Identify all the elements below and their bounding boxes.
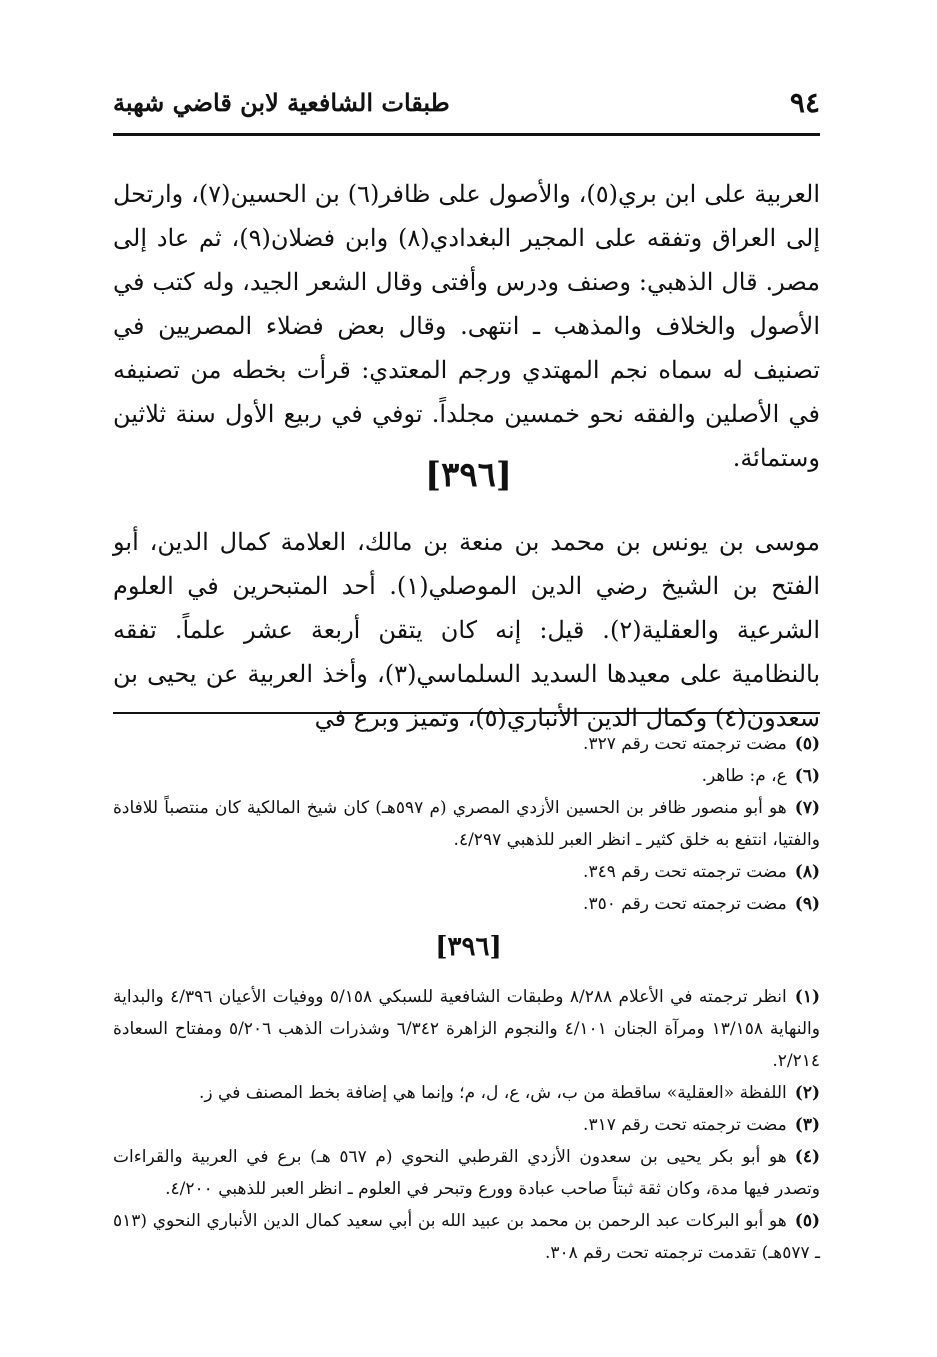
footnotes-entry <box>113 981 820 1269</box>
footnote-number: (٥) <box>794 734 820 754</box>
footnote-text: مضت ترجمته تحت رقم ٣١٧. <box>583 1115 787 1135</box>
footnote-number: (٨) <box>794 862 820 882</box>
footnote-text: مضت ترجمته تحت رقم ٣٥٠. <box>583 894 787 914</box>
running-title: طبقات الشافعية لابن قاضي شهبة <box>113 88 450 117</box>
footnote <box>113 981 820 1077</box>
footnote-text: انظر ترجمته في الأعلام ٨/٢٨٨ وطبقات الشافعية للسبكي ٥/١٥٨ ووفيات الأعيان ٤/٣٩٦ والبداية والنهاية ١٣/١٥٨ ومرآة الجنان ٤/١٠١ والنجوم الزاهرة ٦/٣٤٢ وشذرات الذهب ٥/٢٠٦ ومفتاح السعادة ٢/٢١٤. <box>113 987 820 1071</box>
footnotes-previous-entry <box>113 728 820 920</box>
footnote-number: (٩) <box>794 894 820 914</box>
footnote <box>113 1205 820 1269</box>
body-paragraph-1: العربية على ابن بري(٥)، والأصول على ظافر(٦) بن الحسين(٧)، وارتحل إلى العراق وتفقه على المجير البغدادي(٨) وابن فضلان(٩)، ثم عاد إلى مصر. قال الذهبي: وصنف ودرس وأفتى وقال الشعر الجيد، وله كتب في الأصول والخلاف والمذهب ـ انتهى. وقال بعض فضلاء المصريين في تصنيف له سماه نجم المهتدي ورجم المعتدي: قرأت بخطه من تصنيفه في الأصلين والفقه نحو خمسين مجلداً. توفي في ربيع الأول سنة ثلاثين وستمائة. <box>113 180 821 472</box>
page-header <box>113 80 820 120</box>
footnote <box>113 760 820 792</box>
footnote-text: اللفظة «العقلية» ساقطة من ب، ش، ع، ل، م؛ وإنما هي إضافة بخط المصنف في ز. <box>199 1083 787 1103</box>
footnote <box>113 1141 820 1205</box>
footnote <box>113 856 820 888</box>
footnote <box>113 1109 820 1141</box>
footnote-text: ع، م: طاهر. <box>701 766 787 786</box>
footnote <box>113 1077 820 1109</box>
footnote-number: (٢) <box>794 1083 820 1103</box>
footnote-number: (٤) <box>794 1147 820 1167</box>
footnote-number: (٥) <box>794 1211 820 1231</box>
footnote-text: هو أبو البركات عبد الرحمن بن محمد بن عبيد الله بن أبي سعيد كمال الدين الأنباري النحوي (٥١٣ ـ ٥٧٧هـ) تقدمت ترجمته تحت رقم ٣٠٨. <box>113 1211 820 1263</box>
footnote <box>113 792 820 856</box>
footnote-entry-heading: [٣٩٦] <box>435 932 502 962</box>
footnote-rule <box>113 712 820 714</box>
entry-heading: [٣٩٦] <box>425 455 512 495</box>
footnote <box>113 888 820 920</box>
footnote-number: (٦) <box>794 766 820 786</box>
footnote <box>113 728 820 760</box>
header-rule <box>113 133 820 136</box>
footnote-text: مضت ترجمته تحت رقم ٣٤٩. <box>583 862 787 882</box>
page-number: ٩٤ <box>789 86 820 119</box>
footnote-number: (٣) <box>794 1115 820 1135</box>
footnote-number: (١) <box>794 987 820 1007</box>
footnote-text: مضت ترجمته تحت رقم ٣٢٧. <box>583 734 787 754</box>
footnote-text: هو أبو بكر يحيى بن سعدون الأزدي القرطبي النحوي (م ٥٦٧ هـ) برع في العربية والقراءات وتصدر فيها مدة، وكان ثقة ثبتاً صاحب عبادة وورع وتبحر في العلوم ـ انظر العبر للذهبي ٤/٢٠٠. <box>113 1147 820 1199</box>
footnote-number: (٧) <box>794 798 820 818</box>
footnote-text: هو أبو منصور ظافر بن الحسين الأزدي المصري (م ٥٩٧هـ) كان شيخ المالكية كان منتصباً للافادة والفتيا، انتفع به خلق كثير ـ انظر العبر للذهبي ٤/٢٩٧. <box>113 798 820 850</box>
body-paragraph-2: موسى بن يونس بن محمد بن منعة بن مالك، العلامة كمال الدين، أبو الفتح بن الشيخ رضي الدين الموصلي(١). أحد المتبحرين في العلوم الشرعية والعقلية(٢). قيل: إنه كان يتقن أربعة عشر علماً. تفقه بالنظامية على معيدها السديد السلماسي(٣)، وأخذ العربية عن يحيى بن سعدون(٤) وكمال الدين الأنباري(٥)، وتميز وبرع في <box>113 528 820 732</box>
